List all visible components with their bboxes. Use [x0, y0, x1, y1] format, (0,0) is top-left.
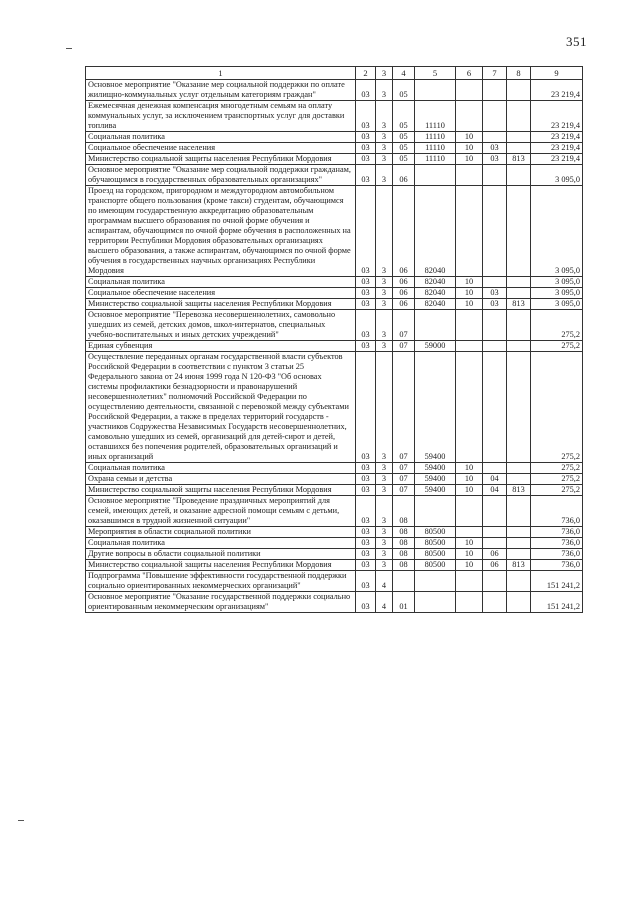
row-name: Министерство социальной защиты населения Республики Мордовия	[88, 560, 332, 569]
chapter-cell	[456, 165, 483, 186]
ministry-cell	[507, 186, 531, 277]
table-row	[86, 571, 583, 592]
measure-cell: 07	[393, 463, 415, 474]
ministry-cell	[507, 474, 531, 485]
direction-cell	[415, 571, 456, 592]
row-name: Министерство социальной защиты населения Республики Мордовия	[88, 154, 332, 163]
ministry-cell: 813	[507, 299, 531, 310]
table-row	[86, 341, 583, 352]
amount-cell: 275,2	[531, 310, 583, 341]
table-row	[86, 288, 583, 299]
section-cell: 03	[356, 592, 376, 613]
table-row	[86, 352, 583, 463]
section-cell: 03	[356, 496, 376, 527]
subprogram-cell: 3	[376, 165, 393, 186]
measure-cell: 05	[393, 101, 415, 132]
section-cell: 03	[356, 474, 376, 485]
measure-cell: 07	[393, 474, 415, 485]
subsection-cell: 03	[483, 154, 507, 165]
row-name: Мероприятия в области социальной политики	[88, 527, 251, 536]
chapter-cell: 10	[456, 485, 483, 496]
direction-cell: 11110	[415, 132, 456, 143]
measure-cell: 07	[393, 485, 415, 496]
amount-cell: 3 095,0	[531, 277, 583, 288]
direction-cell: 59000	[415, 341, 456, 352]
chapter-cell: 10	[456, 560, 483, 571]
subprogram-cell: 3	[376, 560, 393, 571]
section-cell: 03	[356, 165, 376, 186]
amount-cell: 736,0	[531, 560, 583, 571]
measure-cell: 07	[393, 341, 415, 352]
subsection-cell	[483, 186, 507, 277]
column-header: 4	[393, 67, 415, 80]
row-name-cell	[86, 549, 356, 560]
ministry-cell	[507, 310, 531, 341]
subprogram-cell: 3	[376, 527, 393, 538]
section-cell: 03	[356, 132, 376, 143]
measure-cell: 05	[393, 132, 415, 143]
row-name-cell	[86, 527, 356, 538]
direction-cell: 82040	[415, 186, 456, 277]
section-cell: 03	[356, 143, 376, 154]
amount-cell: 736,0	[531, 496, 583, 527]
page-number: 351	[566, 34, 587, 49]
chapter-cell	[456, 101, 483, 132]
table-row	[86, 549, 583, 560]
measure-cell: 08	[393, 538, 415, 549]
direction-cell	[415, 80, 456, 101]
subprogram-cell: 3	[376, 463, 393, 474]
amount-cell: 275,2	[531, 352, 583, 463]
ministry-cell	[507, 132, 531, 143]
subprogram-cell: 3	[376, 474, 393, 485]
table-row	[86, 538, 583, 549]
row-name-cell	[86, 463, 356, 474]
chapter-cell: 10	[456, 143, 483, 154]
row-name: Основное мероприятие "Оказание мер социальной поддержки по оплате жилищно-коммунальных услуг отдельным категориям граждан"	[88, 80, 345, 99]
subsection-cell: 03	[483, 288, 507, 299]
measure-cell: 05	[393, 143, 415, 154]
column-header: 5	[415, 67, 456, 80]
table-row	[86, 143, 583, 154]
section-cell: 03	[356, 154, 376, 165]
ministry-cell	[507, 101, 531, 132]
subsection-cell	[483, 352, 507, 463]
row-name: Основное мероприятие "Оказание государственной поддержки социально ориентированным некоммерческим организациям"	[88, 592, 351, 611]
subprogram-cell: 3	[376, 132, 393, 143]
direction-cell: 80500	[415, 560, 456, 571]
subprogram-cell: 4	[376, 592, 393, 613]
row-name: Основное мероприятие "Проведение праздничных мероприятий для семей, имеющих детей, и оказание адресной помощи семьям с детьми, оказавшимся в трудной жизненной ситуации"	[88, 496, 340, 525]
direction-cell	[415, 592, 456, 613]
amount-cell: 275,2	[531, 474, 583, 485]
subprogram-cell: 3	[376, 538, 393, 549]
measure-cell: 05	[393, 80, 415, 101]
row-name: Основное мероприятие "Оказание мер социальной поддержки гражданам, обучающимся в государственных образовательных организациях"	[88, 165, 351, 184]
row-name: Социальная политика	[88, 132, 165, 141]
amount-cell: 3 095,0	[531, 299, 583, 310]
subsection-cell	[483, 463, 507, 474]
direction-cell	[415, 496, 456, 527]
row-name-cell	[86, 277, 356, 288]
row-name-cell	[86, 560, 356, 571]
section-cell: 03	[356, 527, 376, 538]
section-cell: 03	[356, 538, 376, 549]
table-row	[86, 527, 583, 538]
ministry-cell	[507, 341, 531, 352]
subsection-cell	[483, 496, 507, 527]
row-name: Министерство социальной защиты населения Республики Мордовия	[88, 485, 332, 494]
section-cell: 03	[356, 186, 376, 277]
row-name-cell	[86, 341, 356, 352]
direction-cell	[415, 310, 456, 341]
chapter-cell	[456, 496, 483, 527]
row-name-cell	[86, 80, 356, 101]
direction-cell: 59400	[415, 463, 456, 474]
subprogram-cell: 3	[376, 143, 393, 154]
table-row	[86, 474, 583, 485]
table-row	[86, 154, 583, 165]
section-cell: 03	[356, 288, 376, 299]
table-row	[86, 165, 583, 186]
table-row	[86, 485, 583, 496]
subprogram-cell: 3	[376, 154, 393, 165]
amount-cell: 736,0	[531, 527, 583, 538]
row-name-cell	[86, 288, 356, 299]
ministry-cell	[507, 165, 531, 186]
direction-cell: 59400	[415, 474, 456, 485]
measure-cell: 07	[393, 352, 415, 463]
budget-table	[85, 66, 583, 613]
table-row	[86, 101, 583, 132]
amount-cell: 275,2	[531, 341, 583, 352]
subsection-cell: 04	[483, 474, 507, 485]
row-name-cell	[86, 352, 356, 463]
ministry-cell	[507, 352, 531, 463]
subsection-cell	[483, 341, 507, 352]
amount-cell: 736,0	[531, 538, 583, 549]
subsection-cell	[483, 165, 507, 186]
row-name: Социальная политика	[88, 538, 165, 547]
subsection-cell	[483, 527, 507, 538]
subprogram-cell: 3	[376, 485, 393, 496]
section-cell: 03	[356, 352, 376, 463]
measure-cell: 08	[393, 549, 415, 560]
ministry-cell	[507, 549, 531, 560]
direction-cell: 59400	[415, 352, 456, 463]
ministry-cell	[507, 463, 531, 474]
chapter-cell: 10	[456, 154, 483, 165]
measure-cell: 06	[393, 277, 415, 288]
subsection-cell	[483, 80, 507, 101]
column-header: 9	[531, 67, 583, 80]
subprogram-cell: 3	[376, 288, 393, 299]
ministry-cell	[507, 496, 531, 527]
amount-cell: 3 095,0	[531, 288, 583, 299]
section-cell: 03	[356, 485, 376, 496]
row-name: Ежемесячная денежная компенсация многодетным семьям на оплату коммунальных услуг, за исключением транспортных услуг для доставки топлива	[88, 101, 345, 130]
column-header: 3	[376, 67, 393, 80]
subprogram-cell: 3	[376, 352, 393, 463]
subsection-cell	[483, 538, 507, 549]
row-name: Министерство социальной защиты населения Республики Мордовия	[88, 299, 332, 308]
row-name-cell	[86, 474, 356, 485]
row-name-cell	[86, 143, 356, 154]
subsection-cell	[483, 132, 507, 143]
amount-cell: 275,2	[531, 463, 583, 474]
ministry-cell	[507, 277, 531, 288]
chapter-cell	[456, 310, 483, 341]
subsection-cell	[483, 101, 507, 132]
direction-cell	[415, 165, 456, 186]
table-row	[86, 277, 583, 288]
table-body	[86, 80, 583, 613]
ministry-cell	[507, 571, 531, 592]
subprogram-cell: 3	[376, 341, 393, 352]
chapter-cell	[456, 341, 483, 352]
section-cell: 03	[356, 463, 376, 474]
row-name: Социальная политика	[88, 277, 165, 286]
row-name-cell	[86, 310, 356, 341]
row-name: Охрана семьи и детства	[88, 474, 173, 483]
scan-mark	[18, 820, 24, 821]
chapter-cell	[456, 592, 483, 613]
amount-cell: 736,0	[531, 549, 583, 560]
table-row	[86, 80, 583, 101]
row-name-cell	[86, 485, 356, 496]
table-row	[86, 299, 583, 310]
subsection-cell	[483, 310, 507, 341]
row-name-cell	[86, 571, 356, 592]
column-header: 6	[456, 67, 483, 80]
row-name: Единая субвенция	[88, 341, 153, 350]
table-row	[86, 496, 583, 527]
measure-cell: 06	[393, 165, 415, 186]
row-name: Социальное обеспечение населения	[88, 143, 216, 152]
amount-cell: 151 241,2	[531, 571, 583, 592]
measure-cell: 06	[393, 186, 415, 277]
subsection-cell	[483, 592, 507, 613]
header-row	[86, 67, 583, 80]
amount-cell: 23 219,4	[531, 80, 583, 101]
section-cell: 03	[356, 549, 376, 560]
amount-cell: 275,2	[531, 485, 583, 496]
section-cell: 03	[356, 101, 376, 132]
subprogram-cell: 3	[376, 186, 393, 277]
chapter-cell: 10	[456, 132, 483, 143]
subsection-cell: 03	[483, 299, 507, 310]
section-cell: 03	[356, 310, 376, 341]
chapter-cell: 10	[456, 463, 483, 474]
row-name: Осуществление переданных органам государственной власти субъектов Российской Федерации в соответствии с пунктом 3 статьи 25 Федерального закона от 24 июня 1999 года N 120-ФЗ "Об основах системы профилактики безнадзорности и правонарушений несовершеннолетних" полномочий Российской Федерации по осуществлению деятельности, связанной с перевозкой между субъектами Российской Федерации, а также в пределах территорий государств - участников Содружества Независимых Государств несовершеннолетних, самовольно ушедших из семей, организаций для детей-сирот и детей, оставшихся без попечения родителей, образовательных организаций и иных организаций	[88, 352, 349, 461]
subprogram-cell: 3	[376, 496, 393, 527]
row-name: Социальная политика	[88, 463, 165, 472]
row-name: Проезд на городском, пригородном и междугородном автомобильном транспорте общего пользования (кроме такси) студентам, обучающимся по имеющим государственную аккредитацию образовательным программам высшего образования по очной форме обучения и аспирантам, обучающимся по очной форме обучения в расположенных на территории Республики Мордовия образовательных организациях высшего образования, а также аспирантам, обучающимся по очной форме обучения в государственных научных организациях Республики Мордовия	[88, 186, 351, 275]
measure-cell: 08	[393, 560, 415, 571]
subprogram-cell: 3	[376, 310, 393, 341]
table-row	[86, 560, 583, 571]
chapter-cell	[456, 186, 483, 277]
table-row	[86, 132, 583, 143]
section-cell: 03	[356, 277, 376, 288]
measure-cell: 05	[393, 154, 415, 165]
row-name-cell	[86, 154, 356, 165]
chapter-cell: 10	[456, 299, 483, 310]
amount-cell: 23 219,4	[531, 132, 583, 143]
subprogram-cell: 3	[376, 101, 393, 132]
ministry-cell	[507, 527, 531, 538]
direction-cell: 80500	[415, 527, 456, 538]
direction-cell: 11110	[415, 154, 456, 165]
ministry-cell	[507, 80, 531, 101]
direction-cell: 82040	[415, 277, 456, 288]
column-header: 8	[507, 67, 531, 80]
direction-cell: 11110	[415, 143, 456, 154]
subsection-cell: 03	[483, 143, 507, 154]
measure-cell: 07	[393, 310, 415, 341]
column-header: 2	[356, 67, 376, 80]
ministry-cell	[507, 143, 531, 154]
measure-cell: 06	[393, 288, 415, 299]
section-cell: 03	[356, 560, 376, 571]
row-name: Социальное обеспечение населения	[88, 288, 216, 297]
chapter-cell: 10	[456, 277, 483, 288]
measure-cell: 08	[393, 496, 415, 527]
amount-cell: 23 219,4	[531, 154, 583, 165]
chapter-cell	[456, 571, 483, 592]
subsection-cell	[483, 571, 507, 592]
subprogram-cell: 3	[376, 80, 393, 101]
row-name-cell	[86, 132, 356, 143]
row-name: Другие вопросы в области социальной политики	[88, 549, 261, 558]
measure-cell: 01	[393, 592, 415, 613]
column-header: 7	[483, 67, 507, 80]
subsection-cell: 06	[483, 549, 507, 560]
scan-mark	[66, 48, 72, 49]
table-row	[86, 463, 583, 474]
chapter-cell	[456, 352, 483, 463]
row-name-cell	[86, 299, 356, 310]
direction-cell: 80500	[415, 538, 456, 549]
row-name-cell	[86, 592, 356, 613]
row-name-cell	[86, 101, 356, 132]
row-name-cell	[86, 496, 356, 527]
measure-cell: 08	[393, 527, 415, 538]
subprogram-cell: 3	[376, 277, 393, 288]
table-row	[86, 186, 583, 277]
measure-cell	[393, 571, 415, 592]
ministry-cell	[507, 538, 531, 549]
amount-cell: 3 095,0	[531, 186, 583, 277]
row-name: Подпрограмма "Повышение эффективности государственной поддержки социально ориентированных некоммерческих организаций"	[88, 571, 347, 590]
subsection-cell	[483, 277, 507, 288]
row-name-cell	[86, 165, 356, 186]
subprogram-cell: 3	[376, 549, 393, 560]
section-cell: 03	[356, 80, 376, 101]
amount-cell: 3 095,0	[531, 165, 583, 186]
amount-cell: 151 241,2	[531, 592, 583, 613]
subprogram-cell: 3	[376, 299, 393, 310]
amount-cell: 23 219,4	[531, 101, 583, 132]
section-cell: 03	[356, 571, 376, 592]
column-header: 1	[86, 67, 356, 80]
table-row	[86, 592, 583, 613]
subsection-cell: 06	[483, 560, 507, 571]
measure-cell: 06	[393, 299, 415, 310]
direction-cell: 59400	[415, 485, 456, 496]
direction-cell: 82040	[415, 299, 456, 310]
ministry-cell: 813	[507, 560, 531, 571]
chapter-cell	[456, 527, 483, 538]
ministry-cell: 813	[507, 485, 531, 496]
subprogram-cell: 4	[376, 571, 393, 592]
direction-cell: 82040	[415, 288, 456, 299]
chapter-cell: 10	[456, 474, 483, 485]
subsection-cell: 04	[483, 485, 507, 496]
ministry-cell	[507, 592, 531, 613]
section-cell: 03	[356, 299, 376, 310]
amount-cell: 23 219,4	[531, 143, 583, 154]
section-cell: 03	[356, 341, 376, 352]
direction-cell: 11110	[415, 101, 456, 132]
direction-cell: 80500	[415, 549, 456, 560]
ministry-cell: 813	[507, 154, 531, 165]
row-name-cell	[86, 186, 356, 277]
chapter-cell	[456, 80, 483, 101]
chapter-cell: 10	[456, 538, 483, 549]
chapter-cell: 10	[456, 288, 483, 299]
table-row	[86, 310, 583, 341]
row-name-cell	[86, 538, 356, 549]
chapter-cell: 10	[456, 549, 483, 560]
row-name: Основное мероприятие "Перевозка несовершеннолетних, самовольно ушедших из семей, детских домов, школ-интернатов, специальных учебно-воспитательных и иных детских учреждений"	[88, 310, 336, 339]
ministry-cell	[507, 288, 531, 299]
